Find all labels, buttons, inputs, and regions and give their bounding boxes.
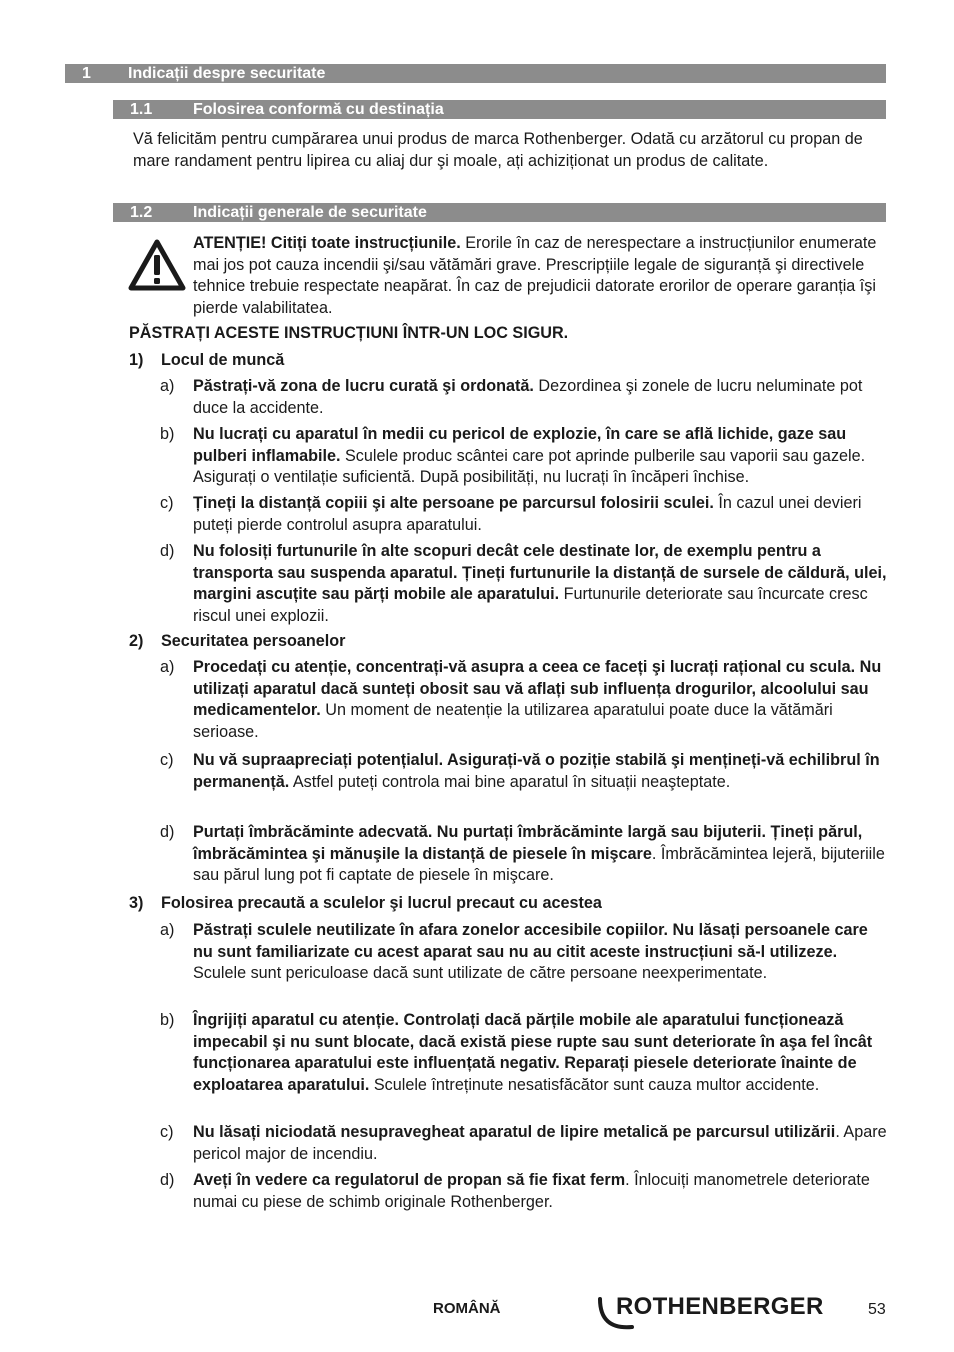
keep-instructions-notice: PĂSTRAȚI ACESTE INSTRUCȚIUNI ÎNTR-UN LOC SIGUR. <box>129 324 569 342</box>
warning-paragraph <box>193 233 883 319</box>
item-body: . Apare pericol major de incendiu. <box>193 1123 887 1163</box>
item-letter: c) <box>160 751 174 769</box>
item-body: Furtunurile deteriorate sau încurcate cresc riscul unei explozii. <box>193 585 868 625</box>
item-body: În cazul unei devieri puteți pierde controlul asupra aparatului. <box>193 494 862 534</box>
logo-text: ROTHENBERGER <box>616 1293 824 1320</box>
item-body: Sculele sunt periculoase dacă sunt utilizate de către persoane neexperimentate. <box>193 964 768 982</box>
item-body: Dezordinea şi zonele de lucru neluminate pot duce la accidente. <box>193 377 863 417</box>
item-text <box>193 920 888 985</box>
subsection-title: Locul de muncă <box>161 351 285 369</box>
item-text <box>193 493 888 536</box>
footer-language: ROMÂNĂ <box>433 1300 501 1317</box>
item-bold: Țineți la distanță copiii şi alte persoane pe parcursul folosirii sculei. <box>193 494 714 512</box>
subsection-title: Securitatea persoanelor <box>161 632 346 650</box>
item-text <box>193 541 888 627</box>
section-heading-1-1 <box>113 100 886 119</box>
item-body: Sculele produc scântei care pot aprinde pulberile sau vaporii sau gazele. Asigurați o ventilație suficientă. După posibilități, nu lucrați în încăperi închise. <box>193 446 866 486</box>
item-bold: Purtați îmbrăcăminte adecvată. Nu purtați îmbrăcăminte largă sau bijuterii. Țineți părul, îmbrăcămintea şi mănuşile la distanță de piesele în mişcare <box>193 823 863 863</box>
subsection-number: 1) <box>129 351 144 369</box>
intro-paragraph: Vă felicităm pentru cumpărarea unui produs de marca Rothenberger. Odată cu arzătorul cu propan de mare randament pentru lipirea cu aliaj dur şi moale, ați achiziționat un produs de calitate. <box>133 130 863 170</box>
item-letter: b) <box>160 425 175 443</box>
item-letter: a) <box>160 658 175 676</box>
item-letter: a) <box>160 921 175 939</box>
item-letter: d) <box>160 823 175 841</box>
item-text <box>193 657 888 743</box>
item-bold: Nu folosiți furtunurile în alte scopuri decât cele destinate lor, de exemplu pentru a transporta sau suspenda aparatul. Țineți furtunurile la distanță de sursele de căldură, ulei, margini ascuțite sau părți mobile ale aparatului. <box>193 542 887 603</box>
item-bold: Păstrați-vă zona de lucru curată şi ordonată. <box>193 377 534 395</box>
warning-bold: ATENȚIE! Citiți toate instrucțiunile. <box>193 234 461 252</box>
item-body: . Îmbrăcămintea lejeră, bijuteriile sau părul lung pot fi captate de piesele în mişcare. <box>193 844 885 884</box>
item-body: . Înlocuiți manometrele deteriorate numai cu piese de schimb originale Rothenberger. <box>193 1171 870 1211</box>
item-text <box>193 424 888 489</box>
item-letter: c) <box>160 494 174 512</box>
section-number: 1.1 <box>130 101 153 118</box>
chapter-number: 1 <box>82 65 91 82</box>
section-number: 1.2 <box>130 204 153 221</box>
item-text <box>193 376 888 419</box>
item-bold: Aveți în vedere ca regulatorul de propan să fie fixat ferm <box>193 1171 626 1189</box>
item-bold: Păstrați sculele neutilizate în afara zonelor accesibile copiilor. Nu lăsați persoanele care nu sunt familiarizate cu acest aparat sau nu au citit aceste instrucțiuni să-l utilizeze. <box>193 921 868 961</box>
section-title: Indicații generale de securitate <box>193 204 427 221</box>
subsection-number: 3) <box>129 894 144 912</box>
section-heading-1-2 <box>113 203 886 222</box>
item-text <box>193 1010 888 1096</box>
item-body: Sculele întreținute nesatisfăcător sunt cauza multor accidente. <box>369 1075 820 1094</box>
item-text <box>193 1170 888 1213</box>
item-text <box>193 822 888 887</box>
item-body: Un moment de neatenție la utilizarea aparatului poate duce la vătămări serioase. <box>193 701 833 741</box>
item-text <box>193 1122 888 1165</box>
chapter-title: Indicații despre securitate <box>128 65 326 82</box>
item-bold: Procedați cu atenție, concentrați-vă asupra a ceea ce faceți şi lucrați rațional cu scula. Nu utilizați aparatul dacă sunteți obosit sau vă aflați sub influența drogurilor, alcoolului sau medicamentelor. <box>193 658 882 719</box>
item-letter: d) <box>160 542 175 560</box>
subsection-number: 2) <box>129 632 144 650</box>
section-title: Folosirea conformă cu destinația <box>193 101 444 118</box>
subsection-title: Folosirea precaută a sculelor şi lucrul precaut cu acestea <box>161 894 602 912</box>
item-bold: Nu lucrați cu aparatul în medii cu pericol de explozie, în care se află lichide, gaze sau pulberi inflamabile. <box>193 425 847 465</box>
item-bold: Nu lăsați niciodată nesupravegheat aparatul de lipire metalică pe parcursul utilizării <box>193 1123 836 1141</box>
item-letter: b) <box>160 1011 175 1029</box>
item-body: Astfel puteți controla mai bine aparatul în situații neaşteptate. <box>289 772 731 791</box>
item-bold: Îngrijiți aparatul cu atenție. Controlați dacă părțile mobile ale aparatului funcționează impecabil şi nu sunt blocate, dacă există piese rupte sau sunt deteriorate în aşa fel încât funcționarea aparatului este influențată negativ. Reparați piesele deteriorate înainte de exploatarea aparatului. <box>193 1011 873 1094</box>
item-bold: Nu vă supraapreciați potențialul. Asigurați-vă o poziție stabilă şi mențineți-vă echilibrul în permanență. <box>193 751 880 791</box>
warning-triangle-icon <box>128 238 186 292</box>
page-number: 53 <box>868 1301 886 1318</box>
item-letter: a) <box>160 377 175 395</box>
item-letter: c) <box>160 1123 174 1141</box>
item-letter: d) <box>160 1171 175 1189</box>
warning-body: Erorile în caz de nerespectare a instrucțiunilor enumerate mai jos pot cauza incendii şi/sau vătămări grave. Prescripțiile legale de siguranță şi directivele tehnice trebuie respectate neapărat. În caz de prejudicii datorate erorilor de operare garanția îşi pierde valabilitatea. <box>193 234 877 317</box>
item-text <box>193 750 888 793</box>
rothenberger-logo <box>596 1293 836 1333</box>
chapter-heading <box>65 64 886 83</box>
